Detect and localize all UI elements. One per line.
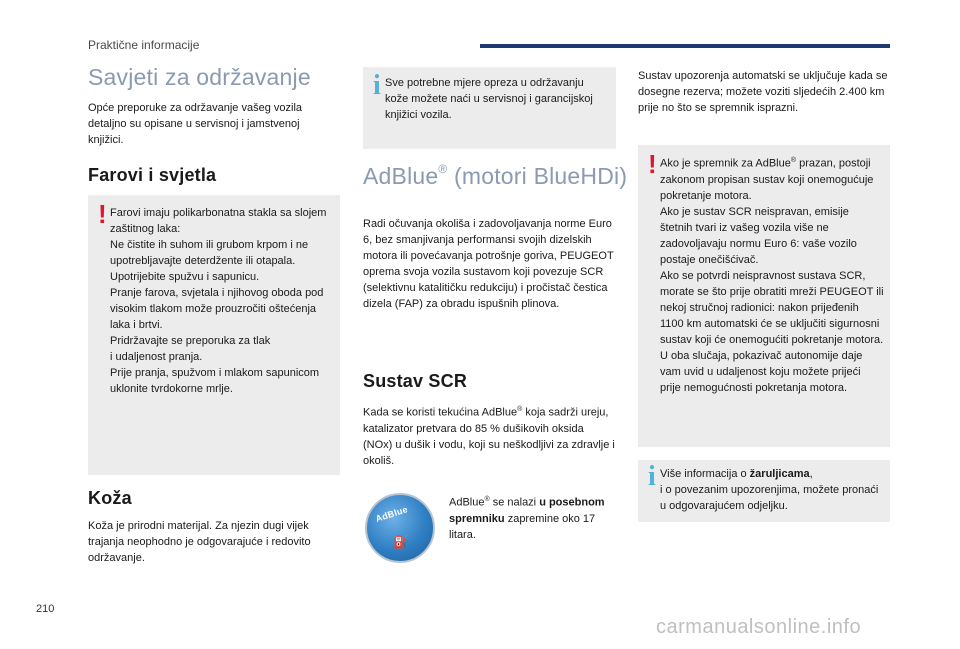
scr-warning-text bbox=[660, 153, 884, 396]
adblue-title-sup: ® bbox=[438, 162, 448, 177]
leather-text: Koža je prirodni materijal. Za njezin dugi vijek trajanja neophodno je odgovarajuće i redovito održavanje. bbox=[88, 520, 311, 564]
info-icon: i bbox=[373, 70, 381, 101]
scr-heading: Sustav SCR bbox=[363, 371, 468, 391]
badge-label: AdBlue bbox=[374, 504, 410, 524]
indicator-info-text bbox=[660, 466, 884, 514]
exclamation-icon: ! bbox=[98, 199, 107, 229]
watermark: carmanualsonline.info bbox=[656, 616, 862, 638]
indicator-info-box bbox=[638, 460, 890, 522]
leather-info-text: Sve potrebne mjere opreza u održavanju kože možete naći u servisnoj i garancijskoj knjižici vozila. bbox=[385, 77, 593, 121]
scr-warning-part: prazan, postoji zakonom propisan sustav koji onemogućuje pokretanje motora. Ako je sustav SCR neispravan, emisije štetnih tvari iz vašeg vozila više ne zadovoljavaju normu Euro 6: vaše vozilo postaje onečišćivač. Ako se potvrdi neispravnost sustava SCR, morate se što prije obratiti mreži PEUGEOT ili nekoj stručnoj radionici: nakon prijeđenih 1100 km automatski će se uključiti sigurnosni sustav koji će onemogućiti pokretanje motora. U oba slučaja, pokazivač autonomije daje vam uvid u udaljenost koju možete prijeći prije nemogućnosti pokretanja motora. bbox=[660, 157, 884, 394]
lights-heading: Farovi i svjetla bbox=[88, 165, 217, 185]
scr-text-part: Kada se koristi tekućina AdBlue bbox=[363, 406, 518, 419]
adblue-title bbox=[363, 163, 627, 190]
adblue-title-suffix: (motori BlueHDi) bbox=[447, 163, 628, 189]
leather-heading: Koža bbox=[88, 488, 132, 508]
fuel-pump-icon: ⛽ bbox=[393, 535, 408, 549]
lights-warning-text: Farovi imaju polikarbonatna stakla sa slojem zaštitnog laka: Ne čistite ih suhom ili grubom krpom i ne upotrebljavajte deterdžente ili otapala. Upotrijebite spužvu i sapunicu. Pranje farova, svjetala i njihovog oboda pod visokim tlakom može prouzročiti oštećenja laka i brtvi. Pridržavajte se preporuka za tlak i udaljenost pranja. Prije pranja, spužvom i mlakom sapunicom uklonite tvrdokorne mrlje. bbox=[110, 207, 327, 395]
scr-text-sup: ® bbox=[517, 406, 523, 413]
scr-text bbox=[363, 402, 615, 469]
tank-text-bold: u posebnom spremniku bbox=[449, 496, 605, 525]
adblue-tank-badge-icon bbox=[365, 493, 435, 563]
adblue-title-prefix: AdBlue bbox=[363, 163, 439, 189]
header-accent-bar bbox=[480, 44, 890, 48]
scr-warning-part: Ako je spremnik za AdBlue bbox=[660, 157, 791, 170]
page-number: 210 bbox=[36, 603, 55, 615]
adblue-intro: Radi očuvanja okoliša i zadovoljavanja norme Euro 6, bez smanjivanja performansi svojih dizelskih motora ili povećavanja potrošnje goriva, PEUGEOT oprema svoja vozila sustavom koji povezuje SCR (selektivnu katalitičku redukciju) i pročistač čestica dizela (FAP) za obradu ispušnih plinova. bbox=[363, 218, 614, 310]
tank-text-sup: ® bbox=[484, 496, 490, 503]
info-text-part: , i o povezanim upozorenjima, možete pronaći u odgovarajućem odjeljku. bbox=[660, 468, 879, 512]
info-text-bold: žaruljicama bbox=[749, 468, 810, 480]
lights-warning-box bbox=[88, 195, 340, 475]
scr-warning-sup: ® bbox=[790, 157, 797, 164]
scr-warning-box bbox=[638, 145, 890, 447]
exclamation-icon: ! bbox=[648, 149, 657, 179]
tank-text-part: se nalazi bbox=[489, 496, 540, 509]
section-header: Praktične informacije bbox=[88, 38, 200, 52]
scr-text-part: koja sadrži ureju, katalizator pretvara do 85 % dušikovih oksida (NOx) u dušik i vodu, koji su neškodljivi za zdravlje i okoliš. bbox=[363, 406, 615, 467]
info-text-part: Više informacija o bbox=[660, 468, 750, 480]
tank-text-part: AdBlue bbox=[449, 496, 485, 509]
warning-system-intro: Sustav upozorenja automatski se uključuje kada se dosegne rezerva; možete voziti sljedećih 2.400 km prije no što se spremnik isprazni. bbox=[638, 70, 888, 114]
maintenance-intro: Opće preporuke za održavanje vašeg vozila detaljno su opisane u servisnoj i jamstvenoj knjižici. bbox=[88, 102, 303, 146]
tank-text bbox=[449, 492, 615, 543]
page-title: Savjeti za održavanje bbox=[88, 64, 311, 90]
leather-info-box bbox=[363, 67, 616, 149]
info-icon: i bbox=[648, 461, 656, 492]
tank-text-part: zapremine oko 17 litara. bbox=[449, 512, 596, 541]
